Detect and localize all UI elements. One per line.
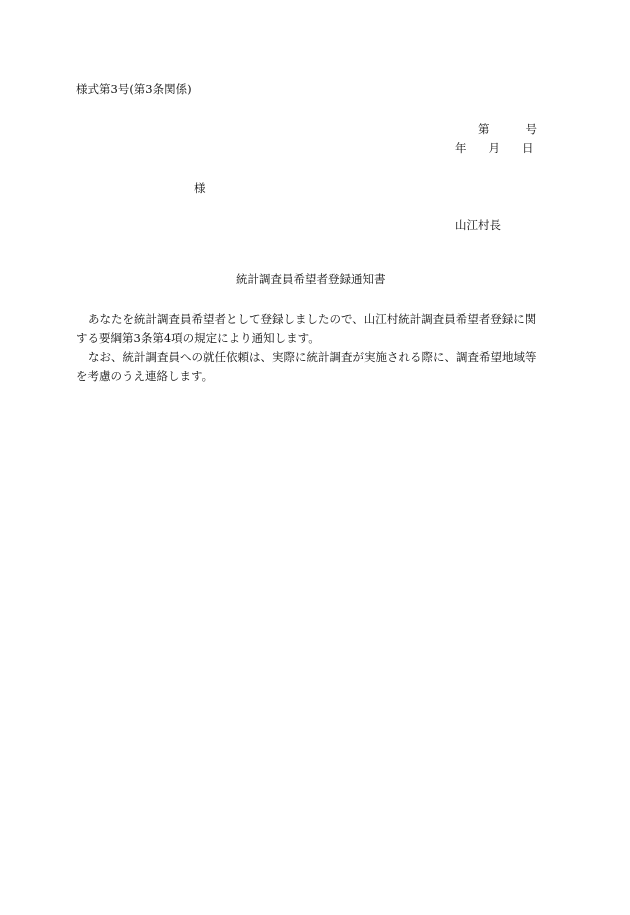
issuer-name: 山江村長 (455, 218, 501, 232)
date-day: 日 (522, 141, 534, 155)
addressee-line (194, 183, 206, 195)
date-month: 月 (488, 141, 500, 155)
paragraph-2-line-1: なお、統計調査員への就任依頼は、実際に統計調査が実施される際に、調査希望地域等 (88, 350, 537, 364)
addressee-honorific: 様 (194, 181, 206, 195)
paragraph-1-line-2: する要綱第3条第4項の規定により通知します。 (76, 331, 320, 345)
paragraph-2-line-2: を考慮のうえ連絡します。 (76, 369, 214, 383)
date-year: 年 (455, 141, 467, 155)
date-line (455, 143, 534, 155)
number-go: 号 (525, 122, 537, 136)
document-number-line (478, 124, 537, 136)
document-body (76, 310, 558, 386)
form-number-label: 様式第3号(第3条関係) (76, 82, 192, 96)
number-dai: 第 (478, 122, 490, 136)
paragraph-1-line-1: あなたを統計調査員希望者として登録しましたので、山江村統計調査員希望者登録に関 (88, 312, 537, 326)
document-title: 統計調査員希望者登録通知書 (236, 272, 386, 286)
